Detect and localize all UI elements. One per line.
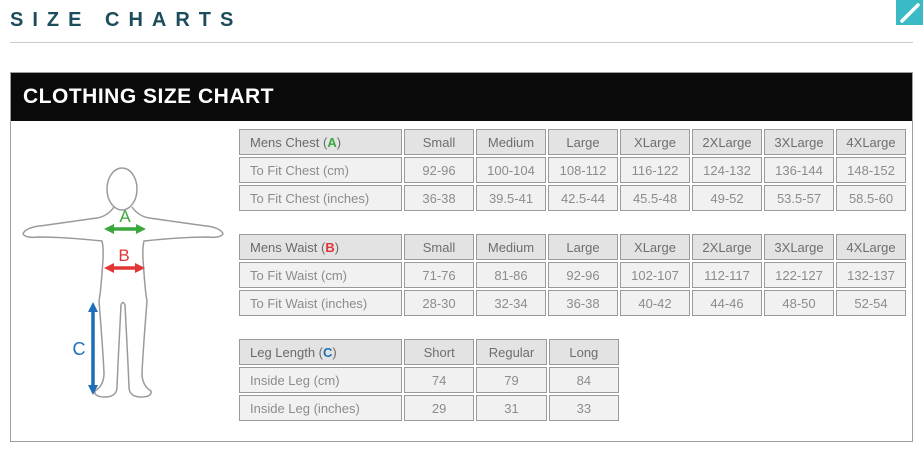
body-outline xyxy=(23,207,223,397)
column-header-cell: Large xyxy=(548,129,618,155)
row-label-cell: To Fit Waist (inches) xyxy=(239,290,402,316)
waist-arrow xyxy=(104,246,145,273)
value-cell: 132-137 xyxy=(836,262,906,288)
size-table-waist xyxy=(237,232,908,318)
row-label-cell: Inside Leg (cm) xyxy=(239,367,402,393)
value-cell: 39.5-41 xyxy=(476,185,546,211)
value-cell: 84 xyxy=(549,367,619,393)
value-cell: 36-38 xyxy=(404,185,474,211)
value-cell: 122-127 xyxy=(764,262,834,288)
row-label-cell: To Fit Chest (cm) xyxy=(239,157,402,183)
column-header-cell: 3XLarge xyxy=(764,234,834,260)
value-cell: 92-96 xyxy=(404,157,474,183)
table-title-text: Mens Chest ( xyxy=(250,134,328,150)
table-row xyxy=(239,185,906,211)
panel-body xyxy=(11,121,912,441)
column-header-cell: Short xyxy=(404,339,474,365)
value-cell: 52-54 xyxy=(836,290,906,316)
value-cell: 31 xyxy=(476,395,546,421)
leg-marker-label: C xyxy=(72,339,86,359)
value-cell: 28-30 xyxy=(404,290,474,316)
column-header-cell: 4XLarge xyxy=(836,129,906,155)
figure-head xyxy=(107,168,137,210)
value-cell: 33 xyxy=(549,395,619,421)
figure-column xyxy=(11,121,237,441)
value-cell: 53.5-57 xyxy=(764,185,834,211)
value-cell: 40-42 xyxy=(620,290,690,316)
page-title: SIZE CHARTS xyxy=(10,9,243,31)
column-header-cell: 4XLarge xyxy=(836,234,906,260)
size-table-chest xyxy=(237,127,908,213)
table-row xyxy=(239,367,619,393)
body-measurement-diagram xyxy=(11,121,237,441)
table-title-text: ) xyxy=(336,134,342,150)
table-row xyxy=(239,290,906,316)
value-cell: 48-50 xyxy=(764,290,834,316)
table-title-cell xyxy=(239,234,402,260)
value-cell: 29 xyxy=(404,395,474,421)
value-cell: 44-46 xyxy=(692,290,762,316)
expand-link-button[interactable] xyxy=(896,0,923,25)
value-cell: 124-132 xyxy=(692,157,762,183)
leg-arrow xyxy=(73,302,99,395)
value-cell: 58.5-60 xyxy=(836,185,906,211)
table-row xyxy=(239,262,906,288)
title-divider xyxy=(10,42,913,43)
table-row xyxy=(239,395,619,421)
value-cell: 45.5-48 xyxy=(620,185,690,211)
value-cell: 100-104 xyxy=(476,157,546,183)
panel-header xyxy=(11,73,912,121)
value-cell: 102-107 xyxy=(620,262,690,288)
value-cell: 36-38 xyxy=(548,290,618,316)
column-header-cell: Long xyxy=(549,339,619,365)
value-cell: 112-117 xyxy=(692,262,762,288)
value-cell: 32-34 xyxy=(476,290,546,316)
value-cell: 92-96 xyxy=(548,262,618,288)
row-label-cell: To Fit Waist (cm) xyxy=(239,262,402,288)
value-cell: 42.5-44 xyxy=(548,185,618,211)
row-label-cell: Inside Leg (inches) xyxy=(239,395,402,421)
panel-title: CLOTHING SIZE CHART xyxy=(23,85,274,108)
arrow-up-right-icon xyxy=(896,0,923,25)
column-header-cell: Large xyxy=(548,234,618,260)
value-cell: 108-112 xyxy=(548,157,618,183)
table-title-text: ) xyxy=(332,344,337,360)
column-header-cell: Medium xyxy=(476,234,546,260)
column-header-cell: Small xyxy=(404,129,474,155)
table-title-text: ) xyxy=(334,239,340,255)
column-header-cell: 2XLarge xyxy=(692,129,762,155)
chest-marker-label: A xyxy=(119,207,131,226)
table-title-text: Mens Waist ( xyxy=(250,239,326,255)
value-cell: 148-152 xyxy=(836,157,906,183)
table-marker-letter: B xyxy=(325,239,335,255)
size-tables xyxy=(237,121,912,441)
value-cell: 49-52 xyxy=(692,185,762,211)
column-header-cell: XLarge xyxy=(620,234,690,260)
size-table-leg xyxy=(237,337,621,423)
value-cell: 81-86 xyxy=(476,262,546,288)
table-title-cell xyxy=(239,129,402,155)
waist-marker-label: B xyxy=(118,246,130,265)
column-header-cell: 3XLarge xyxy=(764,129,834,155)
table-row xyxy=(239,157,906,183)
value-cell: 116-122 xyxy=(620,157,690,183)
value-cell: 71-76 xyxy=(404,262,474,288)
table-marker-letter: C xyxy=(323,344,333,360)
clothing-size-chart-panel xyxy=(10,72,913,442)
column-header-cell: Regular xyxy=(476,339,546,365)
value-cell: 74 xyxy=(404,367,474,393)
value-cell: 79 xyxy=(476,367,546,393)
table-title-text: Leg Length ( xyxy=(250,344,324,360)
table-title-cell xyxy=(239,339,402,365)
column-header-cell: Medium xyxy=(476,129,546,155)
value-cell: 136-144 xyxy=(764,157,834,183)
column-header-cell: Small xyxy=(404,234,474,260)
column-header-cell: 2XLarge xyxy=(692,234,762,260)
table-marker-letter: A xyxy=(327,134,337,150)
row-label-cell: To Fit Chest (inches) xyxy=(239,185,402,211)
column-header-cell: XLarge xyxy=(620,129,690,155)
